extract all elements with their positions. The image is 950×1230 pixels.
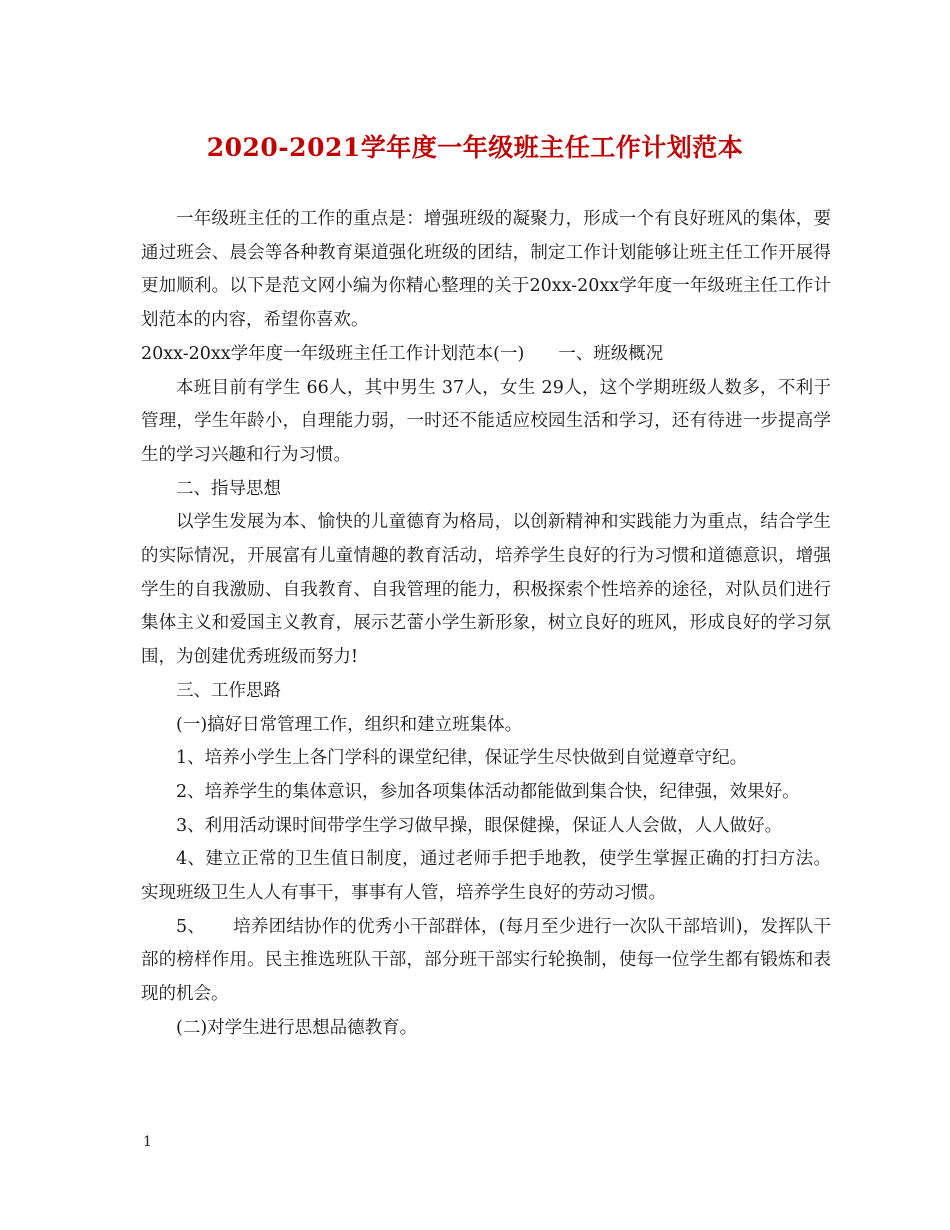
page-number: 1 xyxy=(143,1134,152,1150)
list-item-1: 1、培养小学生上各门学科的课堂纪律，保证学生尽快做到自觉遵章守纪。 xyxy=(176,748,748,769)
section-heading-3: 三、工作思路 xyxy=(176,680,281,701)
section-heading-1: 一、班级概况 xyxy=(558,343,664,364)
plan-subtitle: 20xx-20xx学年度一年级班主任工作计划范本(一) xyxy=(141,343,525,364)
document-title: 2020-2021学年度一年级班主任工作计划范本 xyxy=(206,133,744,162)
class-overview-paragraph: 本班目前有学生 66人，其中男生 37人，女生 29人，这个学期班级人数多，不利于管理，学生年龄小，自理能力弱，一时还不能适应校园生活和学习，还有待进一步提高学生的学习兴趣和行为习惯。 xyxy=(141,377,831,465)
intro-paragraph: 一年级班主任的工作的重点是：增强班级的凝聚力，形成一个有良好班风的集体，要通过班会、晨会等各种教育渠道强化班级的团结，制定工作计划能够让班主任工作开展得更加顺利。以下是范文网小编为你精心整理的关于20xx-20xx学年度一年级班主任工作计划范本的内容，希望你喜欢。 xyxy=(141,209,831,331)
list-item-5 xyxy=(141,911,831,1012)
list-item-3: 3、利用活动课时间带学生学习做早操，眼保健操，保证人人会做，人人做好。 xyxy=(176,815,783,836)
list-item-5-number: 5、 xyxy=(176,916,206,937)
subtitle-line xyxy=(141,338,831,372)
subsection-heading-1: (一)搞好日常管理工作，组织和建立班集体。 xyxy=(176,714,523,735)
document-body xyxy=(141,203,831,1046)
list-item-4: 4、建立正常的卫生值日制度，通过老师手把手地教，使学生掌握正确的打扫方法。实现班级卫生人人有事干，事事有人管，培养学生良好的劳动习惯。 xyxy=(141,849,831,904)
guiding-idea-paragraph: 以学生发展为本、愉快的儿童德育为格局，以创新精神和实践能力为重点，结合学生的实际情况，开展富有儿童情趣的教育活动，培养学生良好的行为习惯和道德意识，增强学生的自我激励、自我教育、自我管理的能力，积极探索个性培养的途径，对队员们进行集体主义和爱国主义教育，展示艺蕾小学生新形象，树立良好的班风，形成良好的学习氛围，为创建优秀班级而努力! xyxy=(141,512,831,668)
subsection-heading-2: (二)对学生进行思想品德教育。 xyxy=(176,1017,418,1038)
section-heading-2: 二、指导思想 xyxy=(176,478,281,499)
list-item-5-text: 培养团结协作的优秀小干部群体，(每月至少进行一次队干部培训)，发挥队干部的榜样作用。民主推选班队干部，部分班干部实行轮换制，使每一位学生都有锻炼和表现的机会。 xyxy=(141,916,831,1005)
list-item-2: 2、培养学生的集体意识，参加各项集体活动都能做到集合快，纪律强，效果好。 xyxy=(176,781,800,802)
